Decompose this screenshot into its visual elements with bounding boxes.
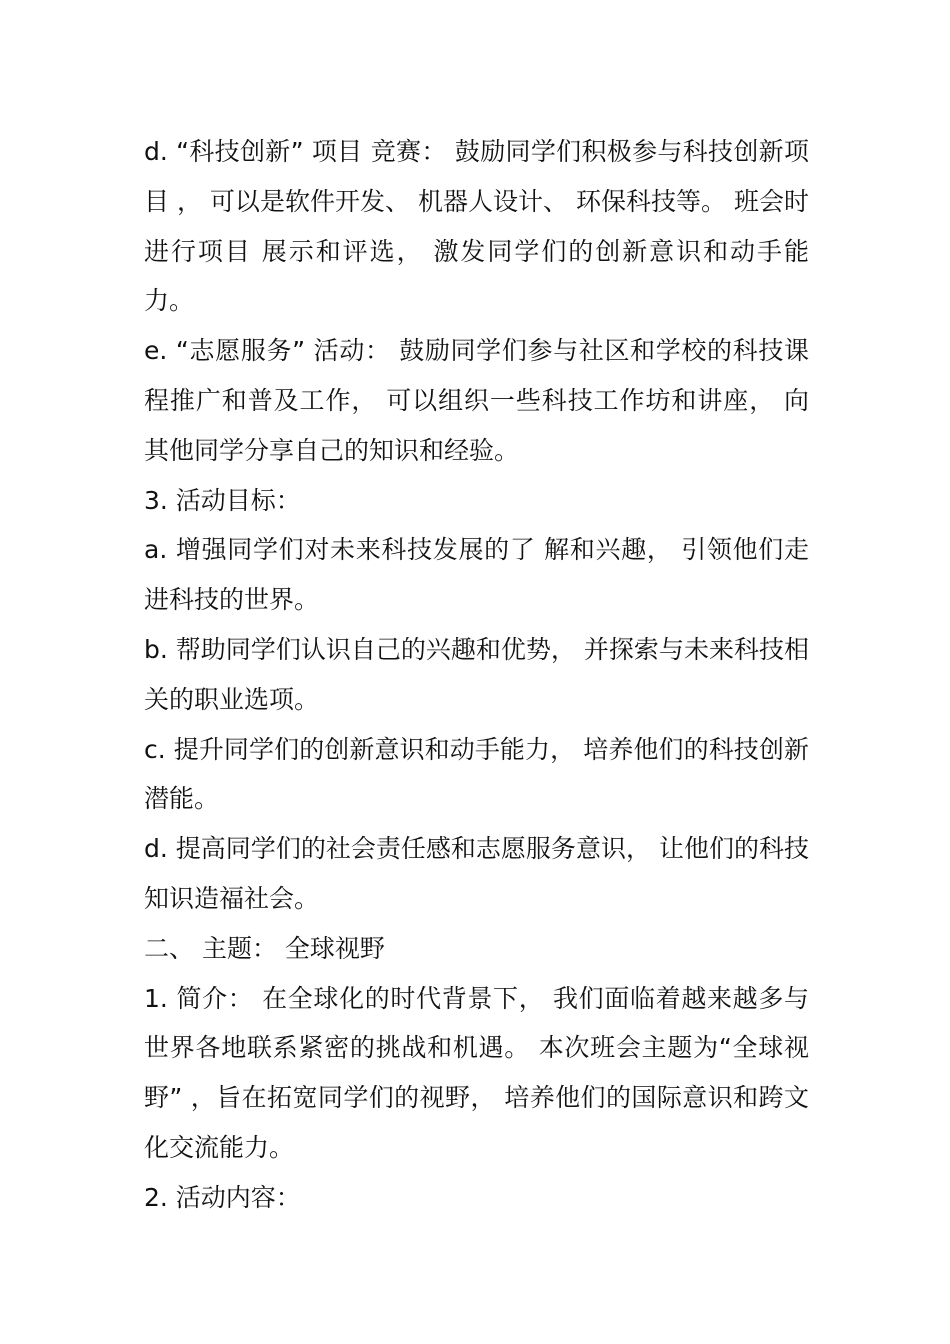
paragraph-goal-a: a. 增强同学们对未来科技发展的了 解和兴趣， 引领他们走进科技的世界。 [144, 535, 809, 615]
paragraph-goal-b: b. 帮助同学们认识自己的兴趣和优势， 并探索与未来科技相关的职业选项。 [144, 634, 809, 714]
heading-activity-goals: 3. 活动目标： [144, 485, 301, 515]
paragraph-goal-c: c. 提升同学们的创新意识和动手能力， 培养他们的科技创新潜能。 [144, 734, 809, 814]
paragraph-goal-d: d. 提高同学们的社会责任感和志愿服务意识， 让他们的科技知识造福社会。 [144, 834, 809, 913]
section-heading-global-vision: 二、 主题： 全球视野 [144, 933, 385, 963]
paragraph-introduction: 1. 简介： 在全球化的时代背景下， 我们面临着越来越多与世界各地联系紧密的挑战和机遇。 本次班会主题为“全球视野” ，旨在拓宽同学们的视野， 培养他们的国际意识和跨文化交流能力。 [144, 983, 809, 1162]
document-body [144, 127, 809, 1223]
paragraph-volunteer-service: e. “志愿服务” 活动： 鼓励同学们参与社区和学校的科技课程推广和普及工作， 可以组织一些科技工作坊和讲座， 向其他同学分享自己的知识和经验。 [144, 336, 809, 465]
paragraph-project-competition: d. “科技创新” 项目 竞赛： 鼓励同学们积极参与科技创新项目 ， 可以是软件开发、 机器人设计、 环保科技等。 班会时进行项目 展示和评选， 激发同学们的创新意识和动手能力。 [144, 137, 809, 316]
heading-activity-content: 2. 活动内容： [144, 1182, 301, 1212]
